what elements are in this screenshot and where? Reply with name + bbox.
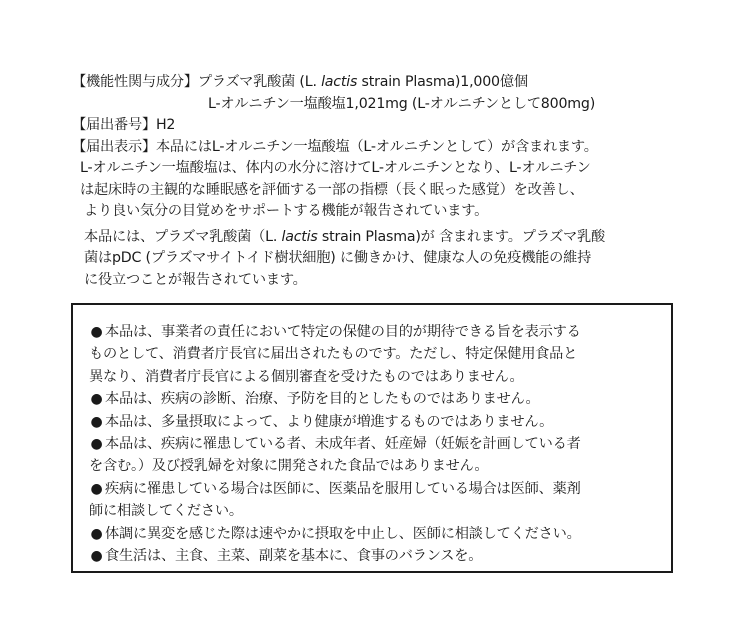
notice-text-10: 体調に異変を感じた際は速やかに摂取を中止し、医師に相談してください。: [105, 525, 581, 542]
ingredient-ornithine: L-オルニチン一塩酸塩1,021mg (L-オルニチンとして800mg): [208, 95, 596, 112]
claim2-line-3: に役立つことが報告されています。: [84, 271, 307, 288]
notice-text-11: 食生活は、主食、主菜、副菜を基本に、食事のバランスを。: [105, 548, 483, 565]
claim2-pre: 本品には、プラズマ乳酸菌（L.: [84, 228, 282, 245]
notice-text-1: 本品は、事業者の責任において特定の保健の目的が期待できる旨を表示する: [105, 324, 581, 340]
bullet-icon: ●: [90, 436, 103, 453]
notice-line-2: ものとして、消費者庁長官に届出されたものです。ただし、特定保健用食品と: [89, 346, 578, 363]
notification-number: H2: [155, 117, 176, 133]
bullet-icon: ●: [90, 525, 103, 542]
claim2-italic: lactis: [281, 228, 318, 245]
bullet-icon: ●: [90, 548, 103, 565]
ingredient-plasma-pre: プラズマ乳酸菌 (L.: [197, 74, 322, 90]
ingredient-line: [72, 72, 678, 94]
bullet-icon: ●: [90, 413, 103, 430]
notice-line-1: [89, 321, 671, 343]
notice-line-6: [89, 433, 671, 455]
notice-text-4: 本品は、疾病の診断、治療、予防を目的としたものではありません。: [105, 391, 540, 408]
ingredient-heading: 【機能性関与成分】: [72, 74, 198, 90]
notice-text-5: 本品は、多量摂取によって、より健康が増進するものではありません。: [105, 413, 554, 430]
bullet-icon: ●: [90, 391, 103, 408]
claim2-post: strain Plasma)が 含まれます。プラズマ乳酸: [317, 228, 605, 245]
ingredient-plasma-post: strain Plasma)1,000億個: [357, 74, 528, 90]
notice-line-7: を含む。）及び授乳婦を対象に開発された食品ではありません。: [89, 458, 489, 475]
claim-line-1: [72, 137, 678, 159]
notice-line-4: [89, 388, 671, 410]
claim-heading: 【届出表示】: [72, 138, 156, 155]
bullet-icon: ●: [90, 324, 103, 340]
claim-line-4: より良い気分の目覚めをサポートする機能が報告されています。: [84, 203, 489, 219]
claim-line-3: は起床時の主観的な睡眠感を評価する一部の指標（長く眠った感覚）を改善し、: [80, 181, 584, 198]
notice-line-3: 異なり、消費者庁長官による個別審査を受けたものではありません。: [89, 368, 524, 385]
claim-text-1: 本品にはL-オルニチン一塩酸塩（L-オルニチンとして）が含まれます。: [155, 138, 598, 155]
claim-line-2: L-オルニチン一塩酸塩は、体内の水分に溶けてL-オルニチンとなり、L-オルニチン: [80, 160, 591, 176]
bullet-icon: ●: [90, 480, 103, 497]
claim2-line-2: 菌はpDC (プラズマサイトイド樹状細胞) に働きかけ、健康な人の免疫機能の維持: [84, 250, 592, 266]
notification-number-line: [72, 115, 678, 137]
claim2-line-1: [72, 227, 678, 249]
notice-line-9: 師に相談してください。: [89, 503, 243, 520]
notice-text-6: 本品は、疾病に罹患している者、未成年者、妊産婦（妊娠を計画している者: [105, 436, 581, 453]
notice-line-10: [89, 523, 671, 545]
ingredient-plasma-italic: lactis: [321, 74, 358, 90]
functional-label: [72, 72, 678, 291]
notice-text-8: 疾病に罹患している場合は医師に、医薬品を服用している場合は医師、薬剤: [105, 480, 581, 497]
notification-heading: 【届出番号】: [72, 117, 156, 133]
notice-box: [71, 303, 673, 573]
notice-line-5: [89, 411, 671, 433]
notice-line-11: [89, 545, 671, 567]
notice-line-8: [89, 478, 671, 500]
